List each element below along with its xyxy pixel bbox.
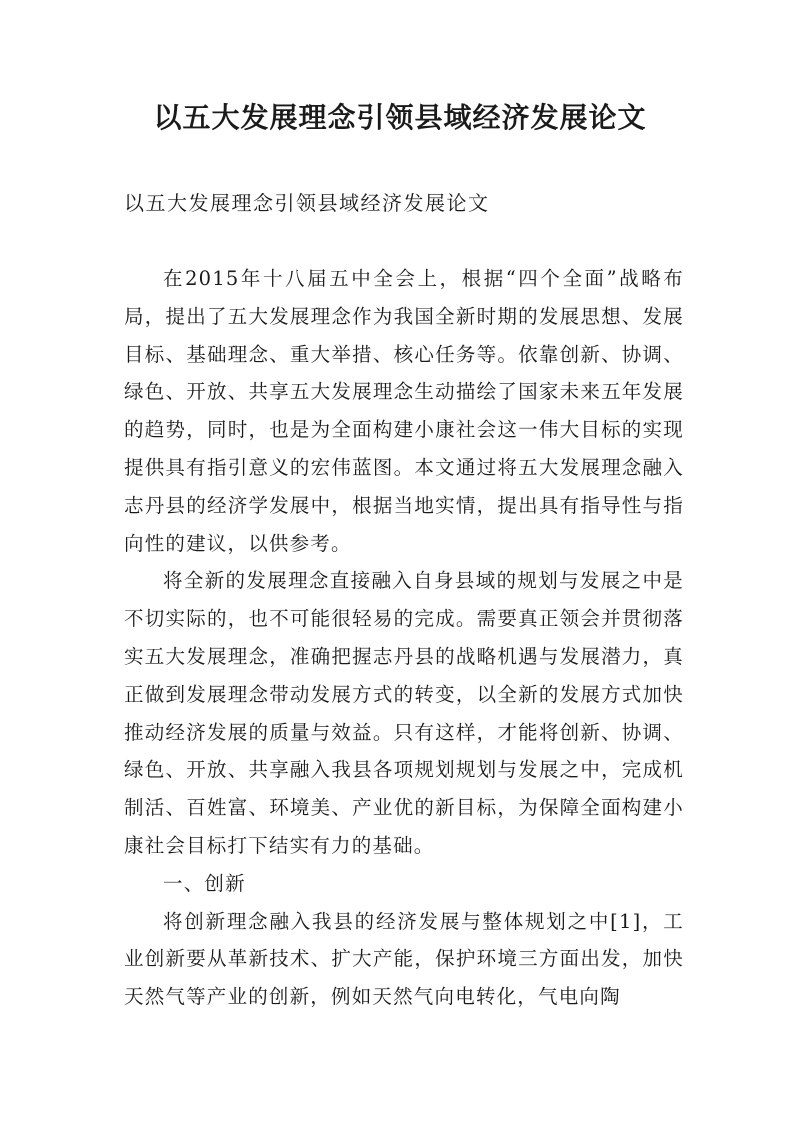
intro-paragraph: 在2015年十八届五中全会上，根据“四个全面”战略布局，提出了五大发展理念作为我国全新时期的发展思想、发展目标、基础理念、重大举措、核心任务等。依靠创新、协调、绿色、开放、共享五大发展理念生动描绘了国家未来五年发展的趋势，同时，也是为全面构建小康社会这一伟大目标的实现提供具有指引意义的宏伟蓝图。本文通过将五大发展理念融入志丹县的经济学发展中，根据当地实情，提出具有指导性与指向性的建议，以供参考。 xyxy=(124,267,684,555)
section-paragraph: 将创新理念融入我县的经济发展与整体规划之中[1]，工业创新要从革新技术、扩大产能，保护环境三方面出发，加快天然气等产业的创新，例如天然气向电转化，气电向陶 xyxy=(124,909,684,1009)
body-paragraph: 将全新的发展理念直接融入自身县域的规划与发展之中是不切实际的，也不可能很轻易的完成。需要真正领会并贯彻落实五大发展理念，准确把握志丹县的战略机遇与发展潜力，真正做到发展理念带动发展方式的转变，以全新的发展方式加快推动经济发展的质量与效益。只有这样，才能将创新、协调、绿色、开放、共享融入我县各项规划规划与发展之中，完成机制活、百姓富、环境美、产业优的新目标，为保障全面构建小康社会目标打下结实有力的基础。 xyxy=(124,569,684,857)
document-subtitle: 以五大发展理念引领县域经济发展论文 xyxy=(124,191,490,215)
section-heading-innovation: 一、创新 xyxy=(163,871,246,895)
document-body xyxy=(124,260,684,1016)
document-title: 以五大发展理念引领县域经济发展论文 xyxy=(153,101,647,134)
